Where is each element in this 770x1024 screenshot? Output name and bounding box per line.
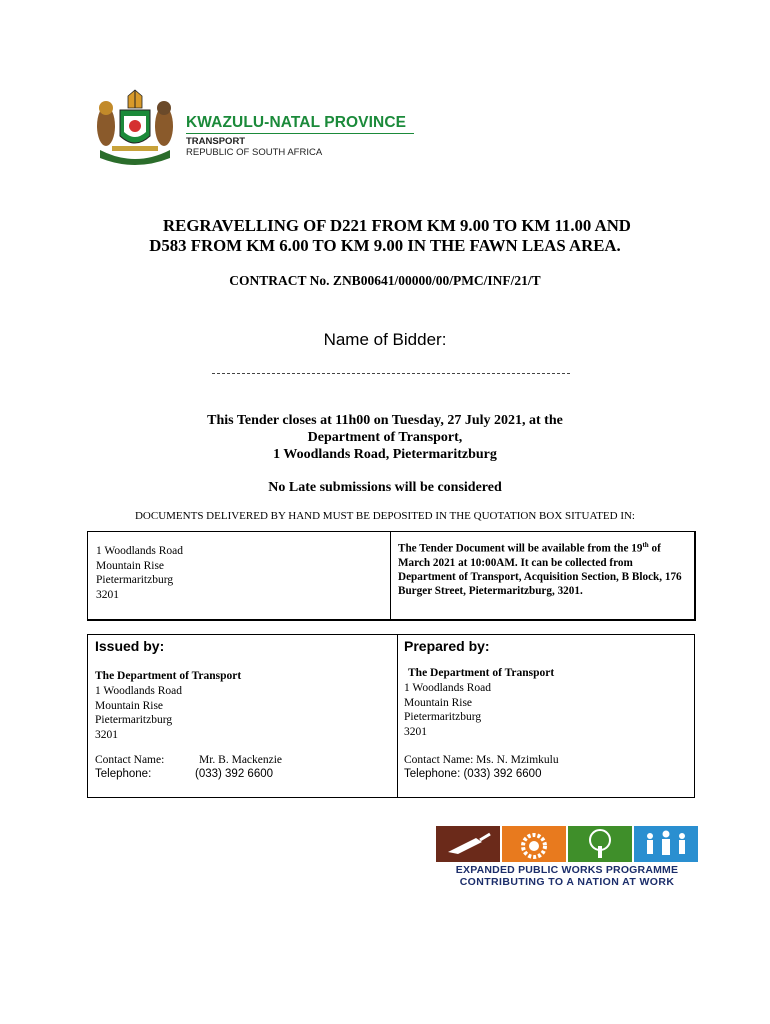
deposit-box-table: [87, 531, 696, 621]
issuer-table: [87, 634, 695, 798]
address-line: Pietermaritzburg: [404, 711, 482, 723]
department-name: TRANSPORT: [186, 136, 246, 147]
prepared-by-address: [404, 681, 491, 739]
address-line: 1 Woodlands Road: [96, 545, 184, 557]
availability-sup: th: [642, 541, 649, 549]
issued-by-address: [95, 684, 182, 742]
issued-by-telephone-label: Telephone:: [95, 768, 152, 780]
province-name: KWAZULU-NATAL PROVINCE: [186, 114, 407, 131]
availability-text-post: of March 2021 at 10:00AM. It can be collected from Department of Transport, Acquisition Section, B Block, 176 Burger Street, Pietermaritzburg, 3201.: [398, 542, 682, 597]
closing-line2: Department of Transport,: [307, 430, 463, 445]
closing-line1: This Tender closes at 11h00 on Tuesday, 27 July 2021, at the: [207, 413, 563, 428]
bidder-name-line[interactable]: [212, 373, 570, 374]
header-divider: [186, 133, 414, 134]
coat-of-arms-icon: [92, 88, 178, 168]
deposit-address: [96, 544, 183, 602]
bidder-name-label: Name of Bidder:: [323, 330, 447, 349]
prepared-by-contact: Contact Name: Ms. N. Mzimkulu: [404, 754, 559, 766]
table-divider: [397, 635, 398, 797]
epwp-slogan: CONTRIBUTING TO A NATION AT WORK: [459, 876, 675, 888]
availability-text-pre: The Tender Document will be available from the 19: [398, 542, 643, 555]
address-line: Pietermaritzburg: [96, 574, 174, 586]
epwp-logo: [436, 826, 698, 890]
prepared-by-telephone: Telephone: (033) 392 6600: [404, 768, 542, 780]
table-divider: [390, 532, 391, 619]
country-name: REPUBLIC OF SOUTH AFRICA: [186, 147, 323, 158]
closing-line3: 1 Woodlands Road, Pietermaritzburg: [273, 447, 497, 462]
deposit-notice: DOCUMENTS DELIVERED BY HAND MUST BE DEPOSITED IN THE QUOTATION BOX SITUATED IN:: [134, 510, 635, 522]
address-line: 3201: [404, 725, 427, 738]
late-submissions-notice: No Late submissions will be considered: [268, 480, 502, 495]
address-line: 1 Woodlands Road: [404, 682, 492, 694]
tender-title-line2: D583 FROM KM 6.00 TO KM 9.00 IN THE FAWN LEAS AREA.: [149, 236, 621, 255]
issued-by-contact-label: Contact Name:: [95, 754, 165, 766]
contract-number: CONTRACT No. ZNB00641/00000/00/PMC/INF/21/T: [229, 273, 541, 288]
kzn-logo: [92, 88, 422, 168]
issued-by-department: The Department of Transport: [95, 670, 242, 682]
address-line: 3201: [96, 588, 119, 601]
prepared-by-heading: Prepared by:: [404, 638, 490, 654]
address-line: 1 Woodlands Road: [95, 685, 183, 697]
issued-by-contact-name: Mr. B. Mackenzie: [199, 754, 283, 766]
epwp-name: EXPANDED PUBLIC WORKS PROGRAMME: [455, 864, 679, 876]
tender-title-line1: REGRAVELLING OF D221 FROM KM 9.00 TO KM 11.00 AND: [163, 216, 631, 235]
address-line: Mountain Rise: [95, 699, 164, 712]
issued-by-heading: Issued by:: [95, 638, 165, 654]
prepared-by-department: The Department of Transport: [408, 667, 555, 679]
issued-by-telephone: (033) 392 6600: [195, 768, 274, 780]
address-line: Mountain Rise: [96, 559, 165, 572]
address-line: Pietermaritzburg: [95, 714, 173, 726]
document-availability: [398, 538, 688, 598]
closing-notice: [0, 412, 770, 463]
address-line: Mountain Rise: [404, 696, 473, 709]
epwp-tiles-icon: [436, 826, 698, 862]
address-line: 3201: [95, 728, 118, 741]
